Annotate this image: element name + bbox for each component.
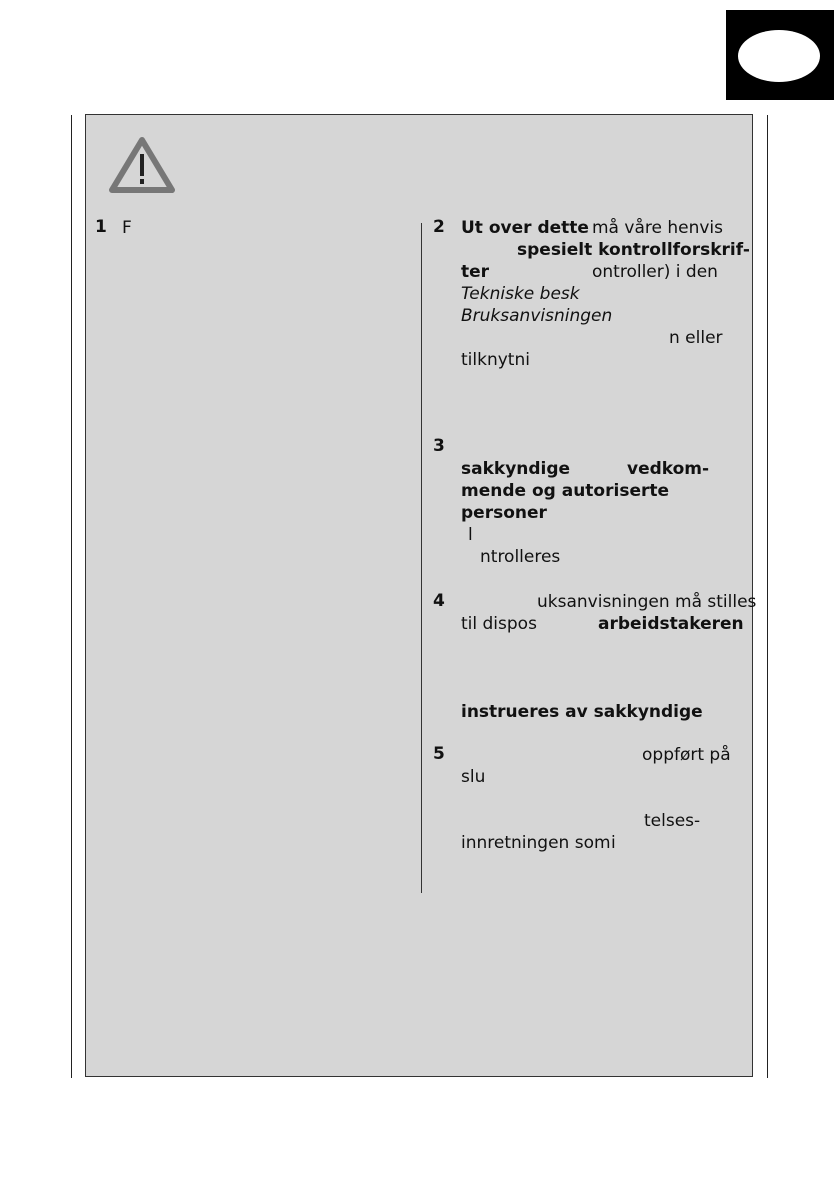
item-number: 3 <box>433 436 445 456</box>
item-3-line-2-bold: mende og autoriserte <box>461 481 670 501</box>
item-4-line-3-bold: instrueres av sakkyndige <box>461 702 703 722</box>
warning-triangle-icon <box>108 135 176 195</box>
item-4-line-2-bold: arbeidstakeren <box>598 614 744 634</box>
item-1-text: F <box>122 218 132 238</box>
item-2-line-4-italic: Tekniske besk <box>461 284 580 304</box>
item-2-line-6-text: n eller <box>669 328 723 348</box>
safety-panel <box>85 114 757 1077</box>
item-2-line-1-bold: Ut over dette <box>461 218 589 238</box>
item-5-line-4-text: innretningen som <box>461 833 611 853</box>
item-number: 2 <box>433 217 445 237</box>
item-2 <box>433 217 750 377</box>
item-3-line-4-text: l <box>468 525 473 545</box>
item-2-line-3-bold: ter <box>461 262 490 282</box>
item-2-line-1-text: må våre henvis <box>592 218 723 238</box>
language-tab <box>726 10 834 100</box>
margin-line-right <box>767 115 768 1078</box>
item-number: 4 <box>433 591 445 611</box>
item-2-line-2-bold: spesielt kontrollforskrif- <box>517 240 750 260</box>
margin-line-left <box>71 115 72 1078</box>
item-3 <box>433 436 743 576</box>
item-5-line-1-text: oppført på <box>642 745 731 765</box>
column-divider <box>421 223 422 893</box>
item-3-line-1-bold-2: vedkom- <box>627 459 710 479</box>
item-number: 5 <box>433 744 445 764</box>
item-2-line-5-italic: Bruksanvisningen <box>461 306 613 326</box>
item-4 <box>433 591 757 722</box>
item-5-line-2-text: slu <box>461 767 486 787</box>
item-number: 1 <box>95 217 107 237</box>
item-5 <box>433 744 743 864</box>
item-2-line-7-text: tilknytni <box>461 350 530 370</box>
item-5-line-3-text: telses- <box>644 811 701 831</box>
item-3-line-1-bold: sakkyndige <box>461 459 571 479</box>
item-5-line-4-text-2: i <box>611 833 616 853</box>
item-2-line-3-text: ontroller) i den <box>592 262 718 282</box>
item-3-line-5-text: ntrolleres <box>480 547 561 567</box>
item-4-line-2-text: til dispos <box>461 614 537 634</box>
item-4-line-1-text: uksanvisningen må stilles <box>537 592 757 612</box>
item-3-line-3-bold: personer <box>461 503 547 523</box>
language-oval <box>738 30 820 82</box>
